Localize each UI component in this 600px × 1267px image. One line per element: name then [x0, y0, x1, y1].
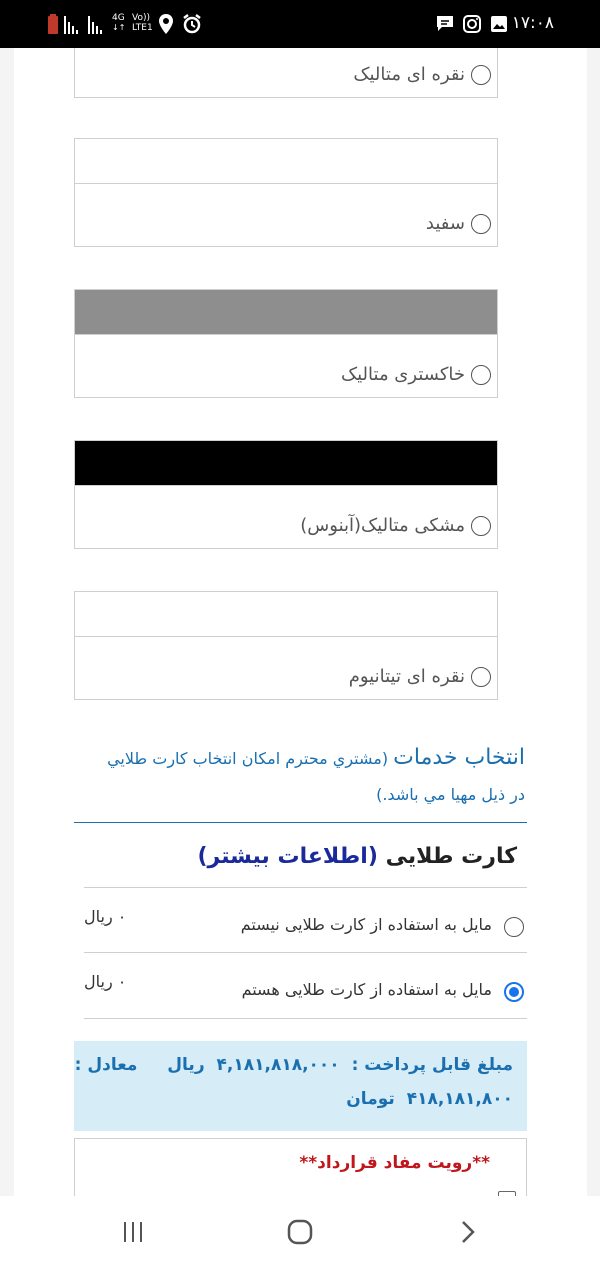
color-swatch: [75, 139, 497, 184]
instagram-icon: [463, 14, 481, 34]
color-option-row[interactable]: [353, 64, 491, 85]
gold-card-title: [197, 844, 517, 869]
gold-card-title-text: کارت طلایی: [385, 844, 517, 869]
gold-card-option-no[interactable]: [84, 905, 524, 945]
radio-button[interactable]: [504, 917, 524, 937]
color-option-white[interactable]: [74, 138, 498, 247]
color-option-row[interactable]: [341, 364, 491, 385]
option-price: ۰ ریال: [84, 907, 127, 926]
color-option-metallic-gray[interactable]: [74, 289, 498, 398]
color-swatch: [75, 441, 497, 486]
payment-amount-rial: ۴,۱۸۱,۸۱۸,۰۰۰: [216, 1055, 340, 1075]
recent-apps-icon[interactable]: [118, 1218, 148, 1246]
payment-line-rial: [69, 1055, 513, 1075]
radio-button[interactable]: [471, 667, 491, 687]
payment-line-toman: [340, 1089, 513, 1109]
alarm-icon: [182, 14, 202, 34]
navigation-bar: [0, 1196, 600, 1267]
signal-icon-1: [64, 14, 82, 34]
color-option-titanium-silver[interactable]: [74, 591, 498, 700]
payment-amount-toman: ۴۱۸,۱۸۱,۸۰۰: [406, 1089, 513, 1109]
option-divider: [84, 1018, 527, 1019]
signal-icon-2: [88, 14, 106, 34]
volte-indicator: [132, 13, 153, 33]
content-panel: [14, 48, 587, 1196]
network-label-top: 4G: [112, 13, 125, 23]
battery-icon: [48, 14, 58, 34]
color-option-row[interactable]: [300, 515, 491, 536]
option-divider: [84, 887, 527, 888]
payment-rial-unit: ریال: [167, 1055, 205, 1075]
option-divider: [84, 952, 527, 953]
color-option-metallic-black[interactable]: [74, 440, 498, 549]
gold-card-more-info-link[interactable]: (اطلاعات بیشتر): [197, 844, 378, 869]
payment-summary: [74, 1041, 527, 1131]
gold-card-option-yes[interactable]: [84, 970, 524, 1010]
color-label: خاکستری متالیک: [341, 364, 465, 385]
services-description: (مشتري محترم امكان انتخاب كارت طلايي در ذيل مهيا مي باشد.): [107, 749, 525, 804]
status-bar: [0, 0, 600, 48]
color-swatch: [75, 592, 497, 637]
color-label: نقره ای تیتانیوم: [348, 666, 465, 687]
radio-button[interactable]: [471, 516, 491, 536]
clock: ۱۷:۰۸: [511, 13, 554, 33]
color-option-row[interactable]: [349, 666, 491, 687]
page-viewport[interactable]: [0, 48, 600, 1196]
radio-button[interactable]: [471, 65, 491, 85]
payment-equivalent-label: معادل :: [74, 1055, 138, 1075]
contract-box: [74, 1138, 527, 1196]
color-label: نقره ای متالیک: [353, 64, 465, 85]
radio-button[interactable]: [471, 214, 491, 234]
location-icon: [159, 14, 173, 34]
color-option-silver-metallic[interactable]: [74, 48, 498, 98]
color-option-row[interactable]: [426, 213, 491, 234]
payment-toman-unit: تومان: [346, 1089, 395, 1109]
option-price: ۰ ریال: [84, 972, 127, 991]
color-label: مشکی متالیک(آبنوس): [300, 515, 465, 536]
chat-icon: [436, 14, 456, 34]
services-title: انتخاب خدمات: [393, 745, 525, 770]
radio-button[interactable]: [471, 365, 491, 385]
section-divider: [74, 822, 527, 823]
option-label: مایل به استفاده از کارت طلایی هستم: [241, 980, 492, 999]
contract-title: **رویت مفاد قرارداد**: [299, 1153, 490, 1173]
payment-label: مبلغ قابل پرداخت :: [351, 1055, 513, 1075]
volte-label: Vo)): [132, 13, 150, 23]
network-label-bottom: LTE1: [132, 23, 153, 33]
back-icon[interactable]: [453, 1218, 483, 1246]
color-label: سفید: [425, 213, 465, 234]
image-icon: [490, 14, 508, 34]
color-swatch: [75, 290, 497, 335]
radio-button-selected[interactable]: [504, 982, 524, 1002]
services-section-title: [105, 740, 525, 813]
option-label: مایل به استفاده از کارت طلایی نیستم: [240, 915, 492, 934]
home-icon[interactable]: [285, 1218, 315, 1246]
network-type: 4G ↓↑: [112, 13, 126, 32]
